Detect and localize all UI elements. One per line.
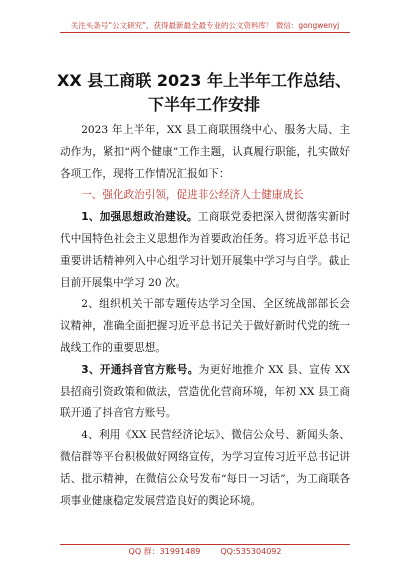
intro-paragraph: 2023 年上半年，XX 县工商联围绕中心、服务大局、主动作为，紧扣“两个健康”工作主题，认真履行职能，扎实做好各项工作，现将工作情况汇报如下： <box>60 124 350 180</box>
paragraph-3-lead: 3、开通抖音官方账号。 <box>81 363 199 376</box>
paragraph-1-text: 工商联党委把深入贯彻落实新时代中国特色社会主义思想作为首要政治任务。将习近平总书记重要讲话精神列入中心组学习计划开展集中学习与自学。截止目前开展集中学习 20 次。 <box>60 211 351 289</box>
footer-qq: QQ:535304092 <box>220 547 282 556</box>
paragraph-3 <box>60 360 350 425</box>
document-title-line-1: XX 县工商联 2023 年上半年工作总结、 <box>57 71 351 90</box>
document-body <box>60 120 350 512</box>
paragraph-1 <box>60 207 350 294</box>
paragraph-2: 2、组织机关干部专题传达学习全国、全区统战部部长会议精神，准确全面把握习近平总书记关于做好新时代党的统一战线工作的重要思想。 <box>60 298 350 354</box>
document-title-line-2: 下半年工作安排 <box>147 95 260 114</box>
paragraph-4: 4、利用《XX 民营经济论坛》、微信公众号、新闻头条、微信群等平台积极做好网络宣传，为学习宣传习近平总书记讲话、批示精神，在微信公众号发布“每日一习话”，为工商联各项事业健康稳定发展营造良好的舆论环境。 <box>60 429 350 507</box>
footer-contact <box>60 544 350 559</box>
paragraph-1-lead: 1、加强思想政治建设。 <box>81 211 198 224</box>
section-heading-1: 一、强化政治引领，促进非公经济人士健康成长 <box>81 189 304 202</box>
footer-qq-group: QQ 群：31991489 <box>128 547 201 556</box>
paragraph-3-text: 为更好地推介 XX 县、宣传 XX 县招商引资政策和做法，营造优化营商环境，年初 XX 县工商联开通了抖音官方账号。 <box>60 363 350 420</box>
header-notice: 关注头条号“公文研究”，获得最新最全最专业的公文资料库！ 微信：gongwenyj <box>60 20 350 33</box>
